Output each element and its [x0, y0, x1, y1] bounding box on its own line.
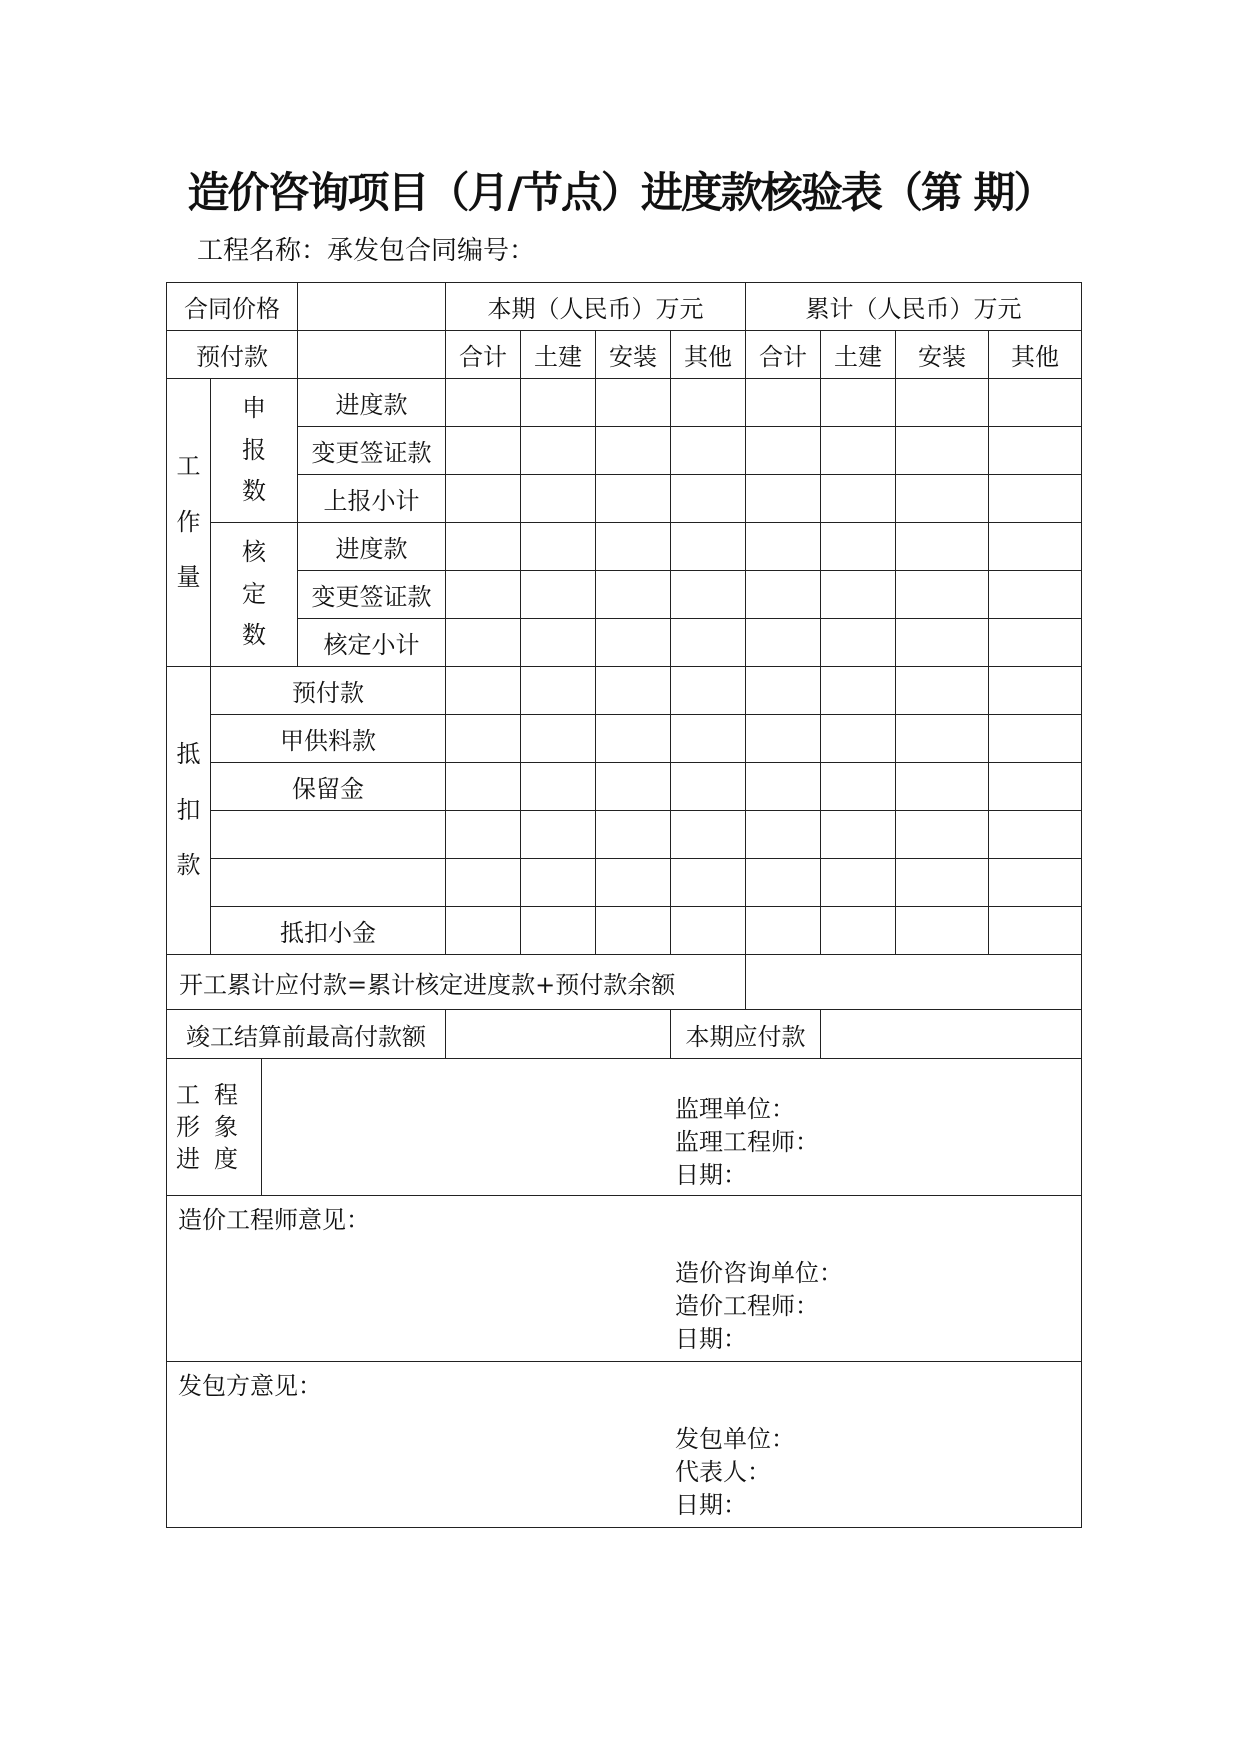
data-cell[interactable] — [446, 571, 521, 619]
data-cell[interactable] — [989, 523, 1082, 571]
data-cell[interactable] — [671, 667, 746, 715]
employer-section[interactable] — [167, 1362, 1082, 1528]
approved-label: 核 定 数 — [211, 523, 298, 667]
data-cell[interactable] — [446, 475, 521, 523]
data-cell[interactable] — [746, 907, 821, 955]
data-cell[interactable] — [821, 427, 896, 475]
data-cell[interactable] — [596, 667, 671, 715]
supervision-sign-block — [675, 1093, 819, 1192]
data-cell[interactable] — [596, 763, 671, 811]
max-payment-label: 竣工结算前最高付款额 — [167, 1010, 446, 1059]
data-cell[interactable] — [521, 715, 596, 763]
data-cell[interactable] — [896, 763, 989, 811]
data-cell[interactable] — [446, 667, 521, 715]
col-header: 合计 — [746, 331, 821, 379]
data-cell[interactable] — [989, 571, 1082, 619]
data-cell[interactable] — [446, 811, 521, 859]
data-cell[interactable] — [746, 667, 821, 715]
data-cell[interactable] — [521, 427, 596, 475]
data-cell[interactable] — [596, 379, 671, 427]
data-cell[interactable] — [989, 859, 1082, 907]
data-cell[interactable] — [671, 523, 746, 571]
row-label: 甲供料款 — [211, 715, 446, 763]
data-cell[interactable] — [989, 667, 1082, 715]
cumulative-header: 累计（人民币）万元 — [746, 283, 1082, 331]
data-cell[interactable] — [746, 475, 821, 523]
contract-price-label: 合同价格 — [167, 283, 298, 331]
employer-heading: 发包方意见： — [178, 1372, 322, 1400]
data-cell[interactable] — [596, 571, 671, 619]
cost-engineer-date-label: 日期： — [675, 1325, 747, 1353]
data-cell[interactable] — [596, 715, 671, 763]
data-cell[interactable] — [896, 571, 989, 619]
data-cell[interactable] — [446, 907, 521, 955]
data-cell[interactable] — [671, 427, 746, 475]
row-label: 进度款 — [298, 379, 446, 427]
data-cell[interactable] — [596, 523, 671, 571]
data-cell[interactable] — [446, 763, 521, 811]
max-payment-value[interactable] — [446, 1010, 671, 1059]
cost-engineer-section[interactable] — [167, 1196, 1082, 1362]
data-cell[interactable] — [821, 619, 896, 667]
employer-unit-label: 发包单位： — [675, 1425, 795, 1453]
data-cell[interactable] — [446, 619, 521, 667]
data-cell[interactable] — [521, 619, 596, 667]
employer-representative-label: 代表人： — [675, 1458, 771, 1486]
prepayment-label: 预付款 — [167, 331, 298, 379]
col-header: 安装 — [596, 331, 671, 379]
data-cell[interactable] — [989, 907, 1082, 955]
data-cell[interactable] — [896, 379, 989, 427]
data-cell[interactable] — [821, 763, 896, 811]
data-cell[interactable] — [671, 619, 746, 667]
employer-sign-block — [675, 1423, 795, 1522]
data-cell[interactable] — [446, 523, 521, 571]
data-cell[interactable] — [989, 475, 1082, 523]
col-header: 其他 — [671, 331, 746, 379]
data-cell[interactable] — [596, 859, 671, 907]
progress-section — [167, 1059, 1082, 1196]
data-cell[interactable] — [989, 763, 1082, 811]
data-cell[interactable] — [671, 907, 746, 955]
cumulative-payable-value[interactable] — [746, 955, 1082, 1010]
data-cell[interactable] — [446, 715, 521, 763]
data-cell[interactable] — [746, 571, 821, 619]
data-cell[interactable] — [821, 811, 896, 859]
row-label-blank[interactable] — [211, 859, 446, 907]
data-cell[interactable] — [896, 859, 989, 907]
data-cell[interactable] — [821, 859, 896, 907]
data-cell[interactable] — [521, 811, 596, 859]
data-cell[interactable] — [446, 427, 521, 475]
col-header: 其他 — [989, 331, 1082, 379]
data-cell[interactable] — [446, 379, 521, 427]
data-cell[interactable] — [746, 859, 821, 907]
data-cell[interactable] — [896, 523, 989, 571]
data-cell[interactable] — [821, 475, 896, 523]
prepayment-value[interactable] — [298, 331, 446, 379]
data-cell[interactable] — [821, 379, 896, 427]
cost-engineer-label: 造价工程师： — [675, 1292, 819, 1320]
data-cell[interactable] — [671, 379, 746, 427]
data-cell[interactable] — [671, 475, 746, 523]
row-label: 变更签证款 — [298, 571, 446, 619]
data-cell[interactable] — [896, 667, 989, 715]
row-label-blank[interactable] — [211, 811, 446, 859]
data-cell[interactable] — [821, 907, 896, 955]
data-cell[interactable] — [596, 619, 671, 667]
data-cell[interactable] — [446, 859, 521, 907]
current-payable-label: 本期应付款 — [671, 1010, 821, 1059]
data-cell[interactable] — [521, 379, 596, 427]
row-label: 预付款 — [211, 667, 446, 715]
row-label: 上报小计 — [298, 475, 446, 523]
data-cell[interactable] — [989, 427, 1082, 475]
data-cell[interactable] — [671, 859, 746, 907]
data-cell[interactable] — [746, 523, 821, 571]
data-cell[interactable] — [896, 811, 989, 859]
cost-engineer-heading: 造价工程师意见： — [178, 1206, 370, 1234]
workload-label: 工 作 量 — [167, 379, 211, 667]
current-payable-value[interactable] — [821, 1010, 1082, 1059]
data-cell[interactable] — [821, 523, 896, 571]
project-line: 工程名称：承发包合同编号： — [197, 236, 536, 266]
deduction-label: 抵 扣 款 — [167, 667, 211, 955]
data-cell[interactable] — [746, 811, 821, 859]
data-cell[interactable] — [596, 907, 671, 955]
progress-payment-form — [166, 282, 1082, 1528]
data-cell[interactable] — [746, 427, 821, 475]
reported-label: 申 报 数 — [211, 379, 298, 523]
data-cell[interactable] — [746, 619, 821, 667]
data-cell[interactable] — [671, 715, 746, 763]
consulting-unit-label: 造价咨询单位： — [675, 1259, 843, 1287]
current-period-header: 本期（人民币）万元 — [446, 283, 746, 331]
col-header: 安装 — [896, 331, 989, 379]
supervision-unit-label: 监理单位： — [675, 1095, 795, 1123]
data-cell[interactable] — [596, 811, 671, 859]
data-cell[interactable] — [821, 715, 896, 763]
data-cell[interactable] — [521, 907, 596, 955]
progress-content[interactable] — [262, 1059, 1081, 1195]
row-label: 抵扣小金 — [211, 907, 446, 955]
data-cell[interactable] — [521, 859, 596, 907]
data-cell[interactable] — [671, 571, 746, 619]
data-cell[interactable] — [821, 667, 896, 715]
data-cell[interactable] — [671, 811, 746, 859]
row-label: 核定小计 — [298, 619, 446, 667]
supervision-date-label: 日期： — [675, 1161, 747, 1189]
row-label: 变更签证款 — [298, 427, 446, 475]
employer-date-label: 日期： — [675, 1491, 747, 1519]
data-cell[interactable] — [596, 475, 671, 523]
cumulative-payable-label: 开工累计应付款=累计核定进度款+预付款余额 — [167, 955, 746, 1010]
data-cell[interactable] — [989, 379, 1082, 427]
progress-label: 工程 形象 进度 — [167, 1059, 262, 1195]
page-title: 造价咨询项目（月/节点）进度款核验表（第 期） — [187, 168, 1054, 217]
data-cell[interactable] — [521, 763, 596, 811]
data-cell[interactable] — [671, 763, 746, 811]
data-cell[interactable] — [989, 715, 1082, 763]
data-cell[interactable] — [746, 715, 821, 763]
data-cell[interactable] — [989, 619, 1082, 667]
data-cell[interactable] — [896, 427, 989, 475]
data-cell[interactable] — [896, 715, 989, 763]
supervision-engineer-label: 监理工程师： — [675, 1128, 819, 1156]
cost-engineer-sign-block — [675, 1257, 843, 1356]
data-cell[interactable] — [521, 667, 596, 715]
data-cell[interactable] — [521, 523, 596, 571]
data-cell[interactable] — [821, 571, 896, 619]
data-cell[interactable] — [896, 619, 989, 667]
data-cell[interactable] — [896, 475, 989, 523]
col-header: 土建 — [821, 331, 896, 379]
data-cell[interactable] — [521, 571, 596, 619]
data-cell[interactable] — [521, 475, 596, 523]
data-cell[interactable] — [596, 427, 671, 475]
data-cell[interactable] — [746, 763, 821, 811]
data-cell[interactable] — [896, 907, 989, 955]
row-label: 保留金 — [211, 763, 446, 811]
contract-price-value[interactable] — [298, 283, 446, 331]
row-label: 进度款 — [298, 523, 446, 571]
col-header: 土建 — [521, 331, 596, 379]
data-cell[interactable] — [989, 811, 1082, 859]
data-cell[interactable] — [746, 379, 821, 427]
col-header: 合计 — [446, 331, 521, 379]
